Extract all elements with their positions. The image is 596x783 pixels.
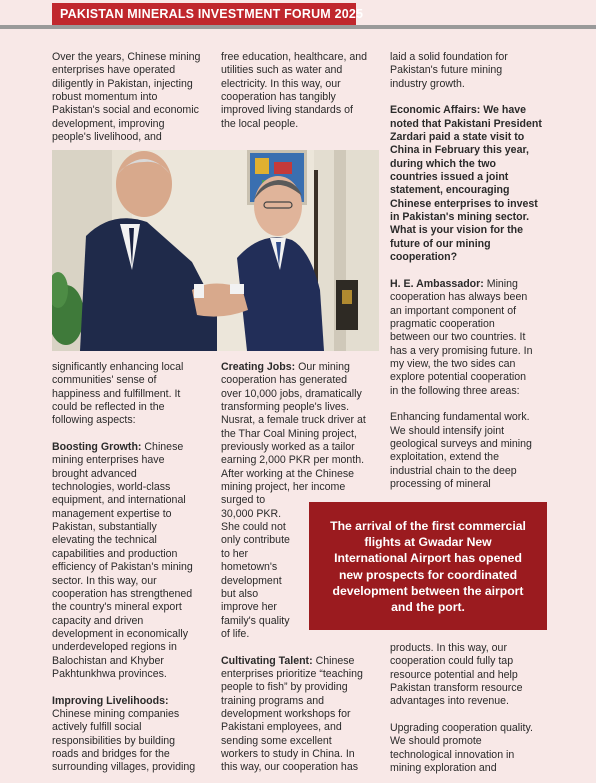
text-line: people's livelihood, and — [52, 131, 162, 144]
boost-first-line — [52, 441, 217, 454]
text-line: pragmatic cooperation — [390, 317, 495, 330]
text-line: enterprises prioritize “teaching — [221, 667, 363, 680]
text-line: Nusrat, a female truck driver at — [221, 414, 366, 427]
text-line: but also — [221, 587, 259, 600]
text-line: hometown's — [221, 561, 278, 574]
pull-quote-line: International Airport has opened — [334, 551, 522, 566]
section-header — [52, 3, 364, 25]
pull-quote-line: new prospects for coordinated — [338, 567, 518, 582]
section-title: PAKISTAN MINERALS INVESTMENT FORUM 2025 — [60, 7, 364, 21]
text-line: electricity. In this way, our — [221, 77, 341, 90]
text-line: development in economically — [52, 627, 189, 640]
text-line: We should promote — [390, 735, 482, 748]
text-line: development — [221, 574, 282, 587]
text-line: Enhancing fundamental work. — [390, 411, 530, 424]
speaker-label: H. E. Ambassador: — [390, 277, 484, 290]
text-line: happiness and fulfillment. It — [52, 387, 181, 400]
column-1-top — [52, 51, 217, 144]
handshake-photo — [52, 150, 379, 351]
text-line: the country's mineral export — [52, 601, 182, 614]
text-run: Chinese — [141, 441, 184, 454]
text-line: cooperation has strengthened — [52, 587, 193, 600]
text-line: Pakistan's future mining — [390, 64, 503, 77]
text-line: significantly enhancing local — [52, 361, 184, 373]
text-line: people to fish” by providing — [221, 681, 348, 694]
question-line: during which the two — [390, 157, 496, 170]
text-line: diligently in Pakistan, injecting — [52, 77, 193, 90]
text-line: previously worked as a tailor — [221, 441, 355, 454]
text-line: family's quality — [221, 614, 290, 627]
subheading-label: Creating Jobs: — [221, 361, 296, 373]
text-line: Balochistan and Khyber — [52, 654, 164, 667]
text-line: Over the years, Chinese mining — [52, 51, 201, 63]
text-line: industrial chain to the deep — [390, 464, 517, 477]
text-line: 30,000 PKR. — [221, 507, 282, 520]
text-line: products. In this way, our — [390, 642, 507, 654]
text-line: She could not — [221, 521, 286, 534]
jobs-first-line — [221, 361, 386, 374]
answer-first-line — [390, 278, 560, 291]
text-line: training programs and — [221, 694, 325, 707]
text-line: mining exploration and — [390, 762, 497, 775]
text-line: could be reflected in the — [52, 401, 165, 414]
text-line: improve her — [221, 601, 277, 614]
subheading-label: Improving Livelihoods: — [52, 694, 169, 707]
text-run: Chinese — [312, 654, 355, 667]
text-line: over 10,000 jobs, dramatically — [221, 387, 362, 400]
text-line: underdeveloped regions in — [52, 641, 177, 654]
text-line: the local people. — [221, 117, 299, 130]
text-line: roads and bridges for the — [52, 747, 170, 760]
text-line: exploitation, extend the — [390, 451, 499, 464]
text-line: technological innovation in — [390, 748, 515, 761]
text-line: Pakistani employees, and — [221, 721, 342, 734]
question-line: in Pakistan's mining sector. — [390, 211, 530, 224]
text-line: enterprises have operated — [52, 64, 176, 77]
text-line: in the following three areas: — [390, 384, 520, 397]
text-line: transforming people's lives. — [221, 401, 350, 414]
text-line: workers to study in China. In — [221, 747, 355, 760]
text-line: between our two countries. It — [390, 331, 526, 344]
subheading-label: Cultivating Talent: — [221, 654, 313, 667]
text-line: Upgrading cooperation quality. — [390, 722, 533, 735]
text-line: Pakistan, substantially — [52, 521, 157, 534]
text-line: responsibilities by building — [52, 734, 176, 747]
text-line: technologies, world-class — [52, 481, 171, 494]
pull-quote-line: The arrival of the first commercial — [330, 519, 526, 533]
text-line: cooperation could fully tap — [390, 655, 514, 668]
subheading-label: Boosting Growth: — [52, 441, 142, 454]
text-line: improved living standards of — [221, 104, 353, 117]
question-line: China in February this year, — [390, 144, 529, 157]
text-line: development workshops for — [221, 707, 351, 720]
text-line: laid a solid foundation for — [390, 51, 508, 63]
text-line: free education, healthcare, and — [221, 51, 368, 63]
text-line: has a very promising future. In — [390, 344, 533, 357]
question-line: Chinese enterprises to invest — [390, 197, 538, 210]
top-strip — [0, 0, 596, 30]
text-line: following aspects: — [52, 414, 136, 427]
question-line: cooperation? — [390, 251, 458, 264]
column-2-top — [221, 51, 386, 131]
text-line: geological surveys and mining — [390, 437, 532, 450]
text-line: management expertise to — [52, 507, 172, 520]
header-rule — [0, 25, 596, 29]
text-line: cooperation has generated — [221, 374, 348, 387]
text-line: capacity and driven — [52, 614, 144, 627]
text-line: of life. — [221, 627, 250, 640]
text-line: We should intensify joint — [390, 424, 505, 437]
text-line: this way, our cooperation has — [221, 761, 359, 774]
text-line: processing of mineral — [390, 478, 491, 490]
pull-quote-line: flights at Gwadar New — [364, 535, 492, 550]
text-line: resource potential and help — [390, 668, 518, 681]
column-3-continued — [390, 642, 560, 775]
question-line: statement, encouraging — [390, 184, 510, 197]
text-line: Chinese mining companies — [52, 707, 180, 720]
column-1-bottom — [52, 361, 217, 775]
text-line: efficiency of Pakistan's mining — [52, 561, 193, 574]
pull-quote-line: and the port. — [391, 600, 465, 615]
text-line: Pakistan transform resource — [390, 682, 523, 695]
pull-quote-text — [319, 518, 537, 615]
text-line: to her — [221, 547, 249, 560]
text-line: elevating the technical — [52, 534, 157, 547]
text-line: Pakistan's social and economic — [52, 104, 199, 117]
text-line: actively fulfill social — [52, 721, 142, 734]
text-line: After working at the Chinese — [221, 467, 355, 480]
text-line: surrounding villages, providing — [52, 761, 196, 774]
text-line: my view, the two sides can — [390, 357, 516, 370]
text-run: Our mining — [295, 361, 350, 373]
text-line: advantages into revenue. — [390, 695, 509, 708]
text-line: brought advanced — [52, 467, 137, 480]
question-line: future of our mining — [390, 237, 491, 250]
text-line: equipment, and international — [52, 494, 186, 507]
text-line: surged to — [221, 494, 266, 507]
pull-quote-box — [309, 502, 547, 630]
question-line: What is your vision for the — [390, 224, 524, 237]
text-run: Mining — [483, 277, 518, 290]
text-line: industry growth. — [390, 77, 465, 90]
text-line: explore potential cooperation — [390, 371, 527, 384]
text-line: cooperation has tangibly — [221, 91, 336, 104]
text-line: mining enterprises have — [52, 454, 165, 467]
column-3 — [390, 51, 560, 491]
text-line: mining project, her income — [221, 481, 346, 494]
text-line: cooperation has always been — [390, 291, 528, 304]
text-line: sector. In this way, our — [52, 574, 157, 587]
text-line: an important component of — [390, 304, 517, 317]
question-line: noted that Pakistani President — [390, 117, 542, 130]
talent-first-line — [221, 655, 386, 668]
text-line: sending some excellent — [221, 734, 332, 747]
text-line: communities' sense of — [52, 374, 157, 387]
text-line: robust momentum into — [52, 91, 158, 104]
pull-quote-line: development between the airport — [332, 583, 524, 598]
question-line: Economic Affairs: We have — [390, 104, 526, 117]
text-line: utilities such as water and — [221, 64, 343, 77]
photo-illustration — [52, 150, 379, 351]
question-line: Zardari paid a state visit to — [390, 131, 525, 144]
text-line: development, improving — [52, 117, 165, 130]
text-line: capabilities and production — [52, 547, 178, 560]
text-line: Pakhtunkhwa provinces. — [52, 667, 167, 680]
text-line: the Thar Coal Mining project, — [221, 427, 357, 440]
text-line: only contribute — [221, 534, 290, 547]
question-line: countries issued a joint — [390, 171, 509, 184]
text-line: earning 2,000 PKR per month. — [221, 454, 365, 467]
